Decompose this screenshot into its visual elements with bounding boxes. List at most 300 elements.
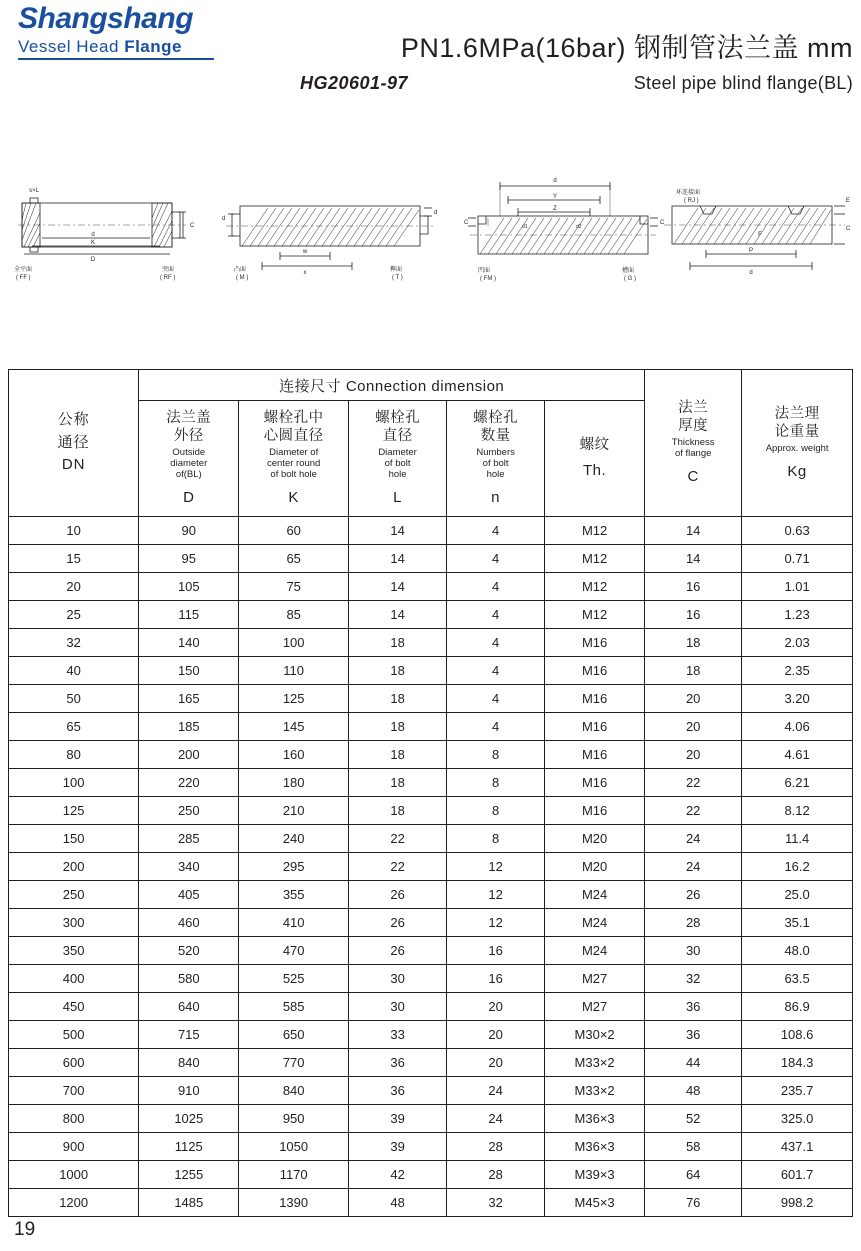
table-row	[9, 993, 853, 1021]
table-cell: M33×2	[545, 1077, 645, 1105]
table-cell: 125	[239, 685, 349, 713]
svg-text:( G ): ( G )	[624, 276, 636, 282]
table-cell: 250	[9, 881, 139, 909]
table-cell: M24	[545, 937, 645, 965]
table-cell: 235.7	[742, 1077, 853, 1105]
table-cell: 150	[9, 825, 139, 853]
table-body	[9, 517, 853, 1217]
svg-text:C: C	[190, 223, 195, 229]
header-weight-unit: Kg	[787, 462, 807, 480]
svg-text:( FM ): ( FM )	[480, 276, 496, 282]
specification-table-wrapper	[8, 369, 853, 1217]
svg-text:突面: 突面	[162, 267, 175, 273]
standard-code: HG20601-97	[300, 73, 409, 93]
table-cell: 900	[9, 1133, 139, 1161]
table-cell: 14	[349, 545, 447, 573]
table-cell: 11.4	[742, 825, 853, 853]
table-cell: 1170	[239, 1161, 349, 1189]
table-cell: 210	[239, 797, 349, 825]
table-cell: 998.2	[742, 1189, 853, 1217]
svg-text:s×L: s×L	[29, 188, 39, 194]
table-cell: 16.2	[742, 853, 853, 881]
header-thickness-symbol: C	[687, 468, 699, 486]
table-cell: M16	[545, 713, 645, 741]
table-cell: 1485	[139, 1189, 239, 1217]
svg-text:( RJ ): ( RJ )	[684, 198, 699, 204]
table-cell: 8	[447, 825, 545, 853]
table-row	[9, 909, 853, 937]
header-bolt-count-cn: 螺栓孔 数量	[473, 410, 519, 445]
table-row	[9, 517, 853, 545]
table-cell: 184.3	[742, 1049, 853, 1077]
table-cell: 20	[447, 1049, 545, 1077]
table-cell: 8	[447, 797, 545, 825]
table-row	[9, 1105, 853, 1133]
table-cell: M16	[545, 685, 645, 713]
table-cell: 2.35	[742, 657, 853, 685]
table-cell: M12	[545, 545, 645, 573]
header-cell-thread	[545, 401, 645, 517]
table-cell: 100	[239, 629, 349, 657]
svg-text:槽面: 槽面	[622, 268, 635, 274]
table-cell: 840	[239, 1077, 349, 1105]
table-cell: 24	[447, 1077, 545, 1105]
table-cell: 85	[239, 601, 349, 629]
table-cell: 30	[645, 937, 742, 965]
table-cell: 90	[139, 517, 239, 545]
table-cell: 12	[447, 881, 545, 909]
table-cell: 145	[239, 713, 349, 741]
table-cell: 26	[349, 937, 447, 965]
table-cell: 76	[645, 1189, 742, 1217]
table-cell: M12	[545, 517, 645, 545]
diagram-rj	[664, 188, 851, 276]
table-cell: 585	[239, 993, 349, 1021]
table-cell: 18	[349, 769, 447, 797]
table-cell: M20	[545, 825, 645, 853]
specification-table	[8, 369, 853, 1217]
table-cell: 1050	[239, 1133, 349, 1161]
table-cell: 450	[9, 993, 139, 1021]
table-cell: 32	[447, 1189, 545, 1217]
table-cell: 20	[447, 993, 545, 1021]
table-row	[9, 1133, 853, 1161]
table-cell: 500	[9, 1021, 139, 1049]
table-cell: 100	[9, 769, 139, 797]
svg-text:Z: Z	[553, 206, 557, 212]
header-cell-bolt-hole-dia	[349, 401, 447, 517]
table-cell: 16	[447, 965, 545, 993]
table-cell: 400	[9, 965, 139, 993]
table-row	[9, 629, 853, 657]
table-cell: 6.21	[742, 769, 853, 797]
table-cell: 39	[349, 1105, 447, 1133]
header-cell-weight	[742, 370, 853, 517]
table-cell: M16	[545, 629, 645, 657]
table-cell: M27	[545, 965, 645, 993]
svg-text:C: C	[464, 220, 469, 226]
table-cell: M12	[545, 573, 645, 601]
table-cell: 295	[239, 853, 349, 881]
table-cell: 910	[139, 1077, 239, 1105]
table-row	[9, 965, 853, 993]
svg-text:K: K	[90, 240, 96, 246]
table-cell: 650	[239, 1021, 349, 1049]
table-cell: 1.01	[742, 573, 853, 601]
table-row	[9, 685, 853, 713]
table-cell: 22	[349, 825, 447, 853]
svg-text:C: C	[846, 226, 851, 232]
table-cell: 437.1	[742, 1133, 853, 1161]
table-cell: 2.03	[742, 629, 853, 657]
table-cell: 86.9	[742, 993, 853, 1021]
table-cell: 410	[239, 909, 349, 937]
logo-brand-text: Shangshang	[18, 2, 194, 35]
header-bolt-count-en: Numbers of bolt hole	[476, 447, 515, 481]
header-bolt-count-symbol: n	[491, 489, 501, 507]
table-row	[9, 797, 853, 825]
table-cell: 24	[447, 1105, 545, 1133]
svg-text:C: C	[660, 220, 665, 226]
table-cell: M33×2	[545, 1049, 645, 1077]
table-cell: 300	[9, 909, 139, 937]
table-cell: 22	[349, 853, 447, 881]
header-connection-dimension: 连接尺寸 Connection dimension	[139, 370, 645, 401]
svg-text:榫面: 榫面	[390, 267, 403, 273]
logo-underline	[18, 58, 214, 60]
header-weight-en: Approx. weight	[765, 442, 829, 454]
table-cell: 18	[349, 713, 447, 741]
table-cell: 24	[645, 825, 742, 853]
table-cell: 4	[447, 713, 545, 741]
table-cell: 12	[447, 909, 545, 937]
logo-subtitle-right: Flange	[124, 37, 182, 56]
table-cell: 1390	[239, 1189, 349, 1217]
table-cell: 36	[645, 993, 742, 1021]
table-cell: 105	[139, 573, 239, 601]
table-cell: 340	[139, 853, 239, 881]
table-cell: 185	[139, 713, 239, 741]
header-bolt-circle-symbol: K	[288, 489, 299, 507]
header-cell-bolt-count	[447, 401, 545, 517]
table-cell: 200	[9, 853, 139, 881]
table-cell: 12	[447, 853, 545, 881]
page-title-english: Steel pipe blind flange(BL)	[633, 73, 853, 93]
table-cell: 525	[239, 965, 349, 993]
header-od-cn: 法兰盖 外径	[166, 410, 212, 445]
table-cell: 40	[9, 657, 139, 685]
table-cell: 32	[645, 965, 742, 993]
logo-subtitle	[18, 38, 218, 55]
svg-text:D: D	[90, 257, 96, 263]
header-thread-symbol: Th.	[583, 462, 607, 480]
table-cell: 64	[645, 1161, 742, 1189]
table-cell: 44	[645, 1049, 742, 1077]
table-cell: 18	[349, 741, 447, 769]
table-cell: 770	[239, 1049, 349, 1077]
table-cell: 285	[139, 825, 239, 853]
table-cell: 108.6	[742, 1021, 853, 1049]
table-cell: 840	[139, 1049, 239, 1077]
table-cell: 48	[349, 1189, 447, 1217]
table-cell: 20	[9, 573, 139, 601]
table-cell: 520	[139, 937, 239, 965]
table-cell: 20	[645, 741, 742, 769]
table-cell: 18	[349, 797, 447, 825]
table-cell: 800	[9, 1105, 139, 1133]
table-cell: 350	[9, 937, 139, 965]
svg-text:d: d	[222, 216, 226, 222]
table-cell: 28	[645, 909, 742, 937]
table-row	[9, 1021, 853, 1049]
flange-face-diagrams	[0, 168, 861, 343]
table-row	[9, 601, 853, 629]
table-cell: 60	[239, 517, 349, 545]
table-cell: 250	[139, 797, 239, 825]
header-cell-dn	[9, 370, 139, 517]
header-dn-cn: 公称 通径 DN	[57, 411, 90, 474]
table-cell: 1000	[9, 1161, 139, 1189]
svg-text:d2: d2	[576, 224, 582, 230]
table-cell: 48.0	[742, 937, 853, 965]
svg-text:d: d	[91, 232, 95, 238]
table-cell: 33	[349, 1021, 447, 1049]
table-cell: 8	[447, 741, 545, 769]
svg-text:( RF ): ( RF )	[160, 275, 176, 281]
table-cell: 39	[349, 1133, 447, 1161]
table-cell: 18	[645, 657, 742, 685]
svg-text:环连接面: 环连接面	[676, 190, 701, 196]
header-cell-od	[139, 401, 239, 517]
header-thread-cn: 螺纹	[579, 437, 610, 454]
table-cell: 35.1	[742, 909, 853, 937]
table-cell: 600	[9, 1049, 139, 1077]
table-cell: 28	[447, 1161, 545, 1189]
svg-text:Y: Y	[552, 194, 558, 200]
table-cell: 18	[349, 629, 447, 657]
svg-text:d: d	[553, 178, 557, 184]
table-cell: 14	[645, 517, 742, 545]
svg-text:凹面: 凹面	[478, 268, 491, 274]
diagram-ff-rf	[14, 188, 195, 281]
table-cell: 165	[139, 685, 239, 713]
table-row	[9, 769, 853, 797]
table-row	[9, 937, 853, 965]
table-cell: 14	[349, 517, 447, 545]
table-cell: 1.23	[742, 601, 853, 629]
svg-text:( M ): ( M )	[236, 275, 249, 281]
table-head	[9, 370, 853, 517]
svg-text:全平面: 全平面	[14, 267, 33, 273]
table-cell: 220	[139, 769, 239, 797]
table-cell: 16	[645, 601, 742, 629]
table-cell: 18	[645, 629, 742, 657]
table-cell: M16	[545, 741, 645, 769]
table-cell: 1025	[139, 1105, 239, 1133]
table-cell: M16	[545, 797, 645, 825]
title-secondary-row	[300, 73, 853, 94]
table-cell: 18	[349, 685, 447, 713]
table-cell: 16	[447, 937, 545, 965]
table-cell: 125	[9, 797, 139, 825]
table-cell: 58	[645, 1133, 742, 1161]
table-cell: 32	[9, 629, 139, 657]
svg-text:w: w	[302, 249, 308, 255]
table-cell: 4.61	[742, 741, 853, 769]
svg-text:d1: d1	[522, 224, 528, 230]
table-cell: 36	[349, 1077, 447, 1105]
table-cell: 200	[139, 741, 239, 769]
table-cell: 25.0	[742, 881, 853, 909]
table-cell: 325.0	[742, 1105, 853, 1133]
table-cell: 42	[349, 1161, 447, 1189]
table-cell: 4	[447, 573, 545, 601]
table-row	[9, 1077, 853, 1105]
table-cell: 14	[349, 601, 447, 629]
table-row	[9, 713, 853, 741]
table-cell: 580	[139, 965, 239, 993]
header-od-en: Outside diameter of(BL)	[170, 447, 208, 481]
table-cell: 700	[9, 1077, 139, 1105]
table-cell: M27	[545, 993, 645, 1021]
table-cell: 601.7	[742, 1161, 853, 1189]
table-cell: 4	[447, 517, 545, 545]
table-cell: 30	[349, 993, 447, 1021]
header-bolt-hole-dia-cn: 螺栓孔 直径	[375, 410, 421, 445]
table-cell: 80	[9, 741, 139, 769]
table-cell: 715	[139, 1021, 239, 1049]
table-cell: 20	[447, 1021, 545, 1049]
table-group-header-row	[9, 370, 853, 401]
header-bolt-circle-en: Diameter of center round of bolt hole	[267, 447, 321, 481]
table-cell: 36	[349, 1049, 447, 1077]
svg-text:d: d	[749, 270, 753, 276]
table-cell: 16	[645, 573, 742, 601]
svg-text:P: P	[748, 248, 754, 254]
table-cell: M36×3	[545, 1105, 645, 1133]
table-cell: 95	[139, 545, 239, 573]
table-cell: 30	[349, 965, 447, 993]
table-cell: 140	[139, 629, 239, 657]
diagram-m-t	[222, 206, 437, 281]
table-cell: 4	[447, 629, 545, 657]
table-cell: M20	[545, 853, 645, 881]
header-weight-cn: 法兰理 论重量	[774, 405, 820, 440]
table-cell: 10	[9, 517, 139, 545]
table-cell: 4	[447, 545, 545, 573]
table-cell: 22	[645, 797, 742, 825]
table-cell: 20	[645, 713, 742, 741]
table-cell: 110	[239, 657, 349, 685]
table-cell: 150	[139, 657, 239, 685]
header-thickness-cn: 法兰 厚度	[678, 400, 709, 435]
table-cell: 25	[9, 601, 139, 629]
svg-text:F: F	[758, 232, 762, 238]
table-row	[9, 881, 853, 909]
table-cell: 24	[645, 853, 742, 881]
table-row	[9, 741, 853, 769]
table-cell: M39×3	[545, 1161, 645, 1189]
table-cell: 3.20	[742, 685, 853, 713]
table-cell: 4	[447, 657, 545, 685]
table-cell: 405	[139, 881, 239, 909]
table-cell: 14	[645, 545, 742, 573]
header-cell-thickness	[645, 370, 742, 517]
table-cell: 26	[349, 881, 447, 909]
table-cell: 1255	[139, 1161, 239, 1189]
svg-text:( FF ): ( FF )	[16, 275, 31, 281]
table-cell: 65	[9, 713, 139, 741]
table-cell: 4.06	[742, 713, 853, 741]
header-bolt-hole-dia-en: Diameter of bolt hole	[378, 447, 417, 481]
table-row	[9, 545, 853, 573]
table-cell: 460	[139, 909, 239, 937]
table-cell: 75	[239, 573, 349, 601]
table-cell: 0.71	[742, 545, 853, 573]
svg-text:( T ): ( T )	[392, 275, 403, 281]
header-bolt-hole-dia-symbol: L	[393, 489, 402, 507]
table-cell: 26	[645, 881, 742, 909]
svg-text:E: E	[846, 198, 851, 204]
table-cell: 15	[9, 545, 139, 573]
table-cell: 52	[645, 1105, 742, 1133]
table-cell: 4	[447, 601, 545, 629]
table-cell: 4	[447, 685, 545, 713]
table-cell: 240	[239, 825, 349, 853]
table-cell: M16	[545, 769, 645, 797]
header-thickness-en: Thickness of flange	[671, 437, 715, 460]
table-cell: 36	[645, 1021, 742, 1049]
table-row	[9, 1189, 853, 1217]
table-cell: 18	[349, 657, 447, 685]
table-cell: 640	[139, 993, 239, 1021]
diagram-fm-g	[464, 178, 665, 282]
table-cell: M12	[545, 601, 645, 629]
table-cell: 28	[447, 1133, 545, 1161]
page-title: PN1.6MPa(16bar) 钢制管法兰盖 mm	[400, 33, 853, 63]
logo-subtitle-left: Vessel Head	[18, 37, 119, 56]
table-row	[9, 825, 853, 853]
table-cell: 950	[239, 1105, 349, 1133]
table-cell: M24	[545, 909, 645, 937]
table-cell: M45×3	[545, 1189, 645, 1217]
table-cell: 180	[239, 769, 349, 797]
table-cell: 115	[139, 601, 239, 629]
table-cell: 63.5	[742, 965, 853, 993]
header-bolt-circle-cn: 螺栓孔中 心圆直径	[263, 410, 324, 445]
table-cell: 20	[645, 685, 742, 713]
table-cell: 8.12	[742, 797, 853, 825]
title-block	[300, 26, 853, 94]
table-cell: M30×2	[545, 1021, 645, 1049]
page-number: 19	[14, 1219, 36, 1240]
table-cell: 8	[447, 769, 545, 797]
table-row	[9, 573, 853, 601]
table-cell: 160	[239, 741, 349, 769]
table-cell: 355	[239, 881, 349, 909]
table-cell: 1200	[9, 1189, 139, 1217]
table-cell: 0.63	[742, 517, 853, 545]
svg-text:d: d	[434, 210, 438, 216]
table-row	[9, 1049, 853, 1077]
page-header	[0, 0, 861, 110]
header-cell-bolt-circle	[239, 401, 349, 517]
table-row	[9, 1161, 853, 1189]
table-cell: 50	[9, 685, 139, 713]
table-row	[9, 853, 853, 881]
table-cell: M36×3	[545, 1133, 645, 1161]
table-cell: 48	[645, 1077, 742, 1105]
